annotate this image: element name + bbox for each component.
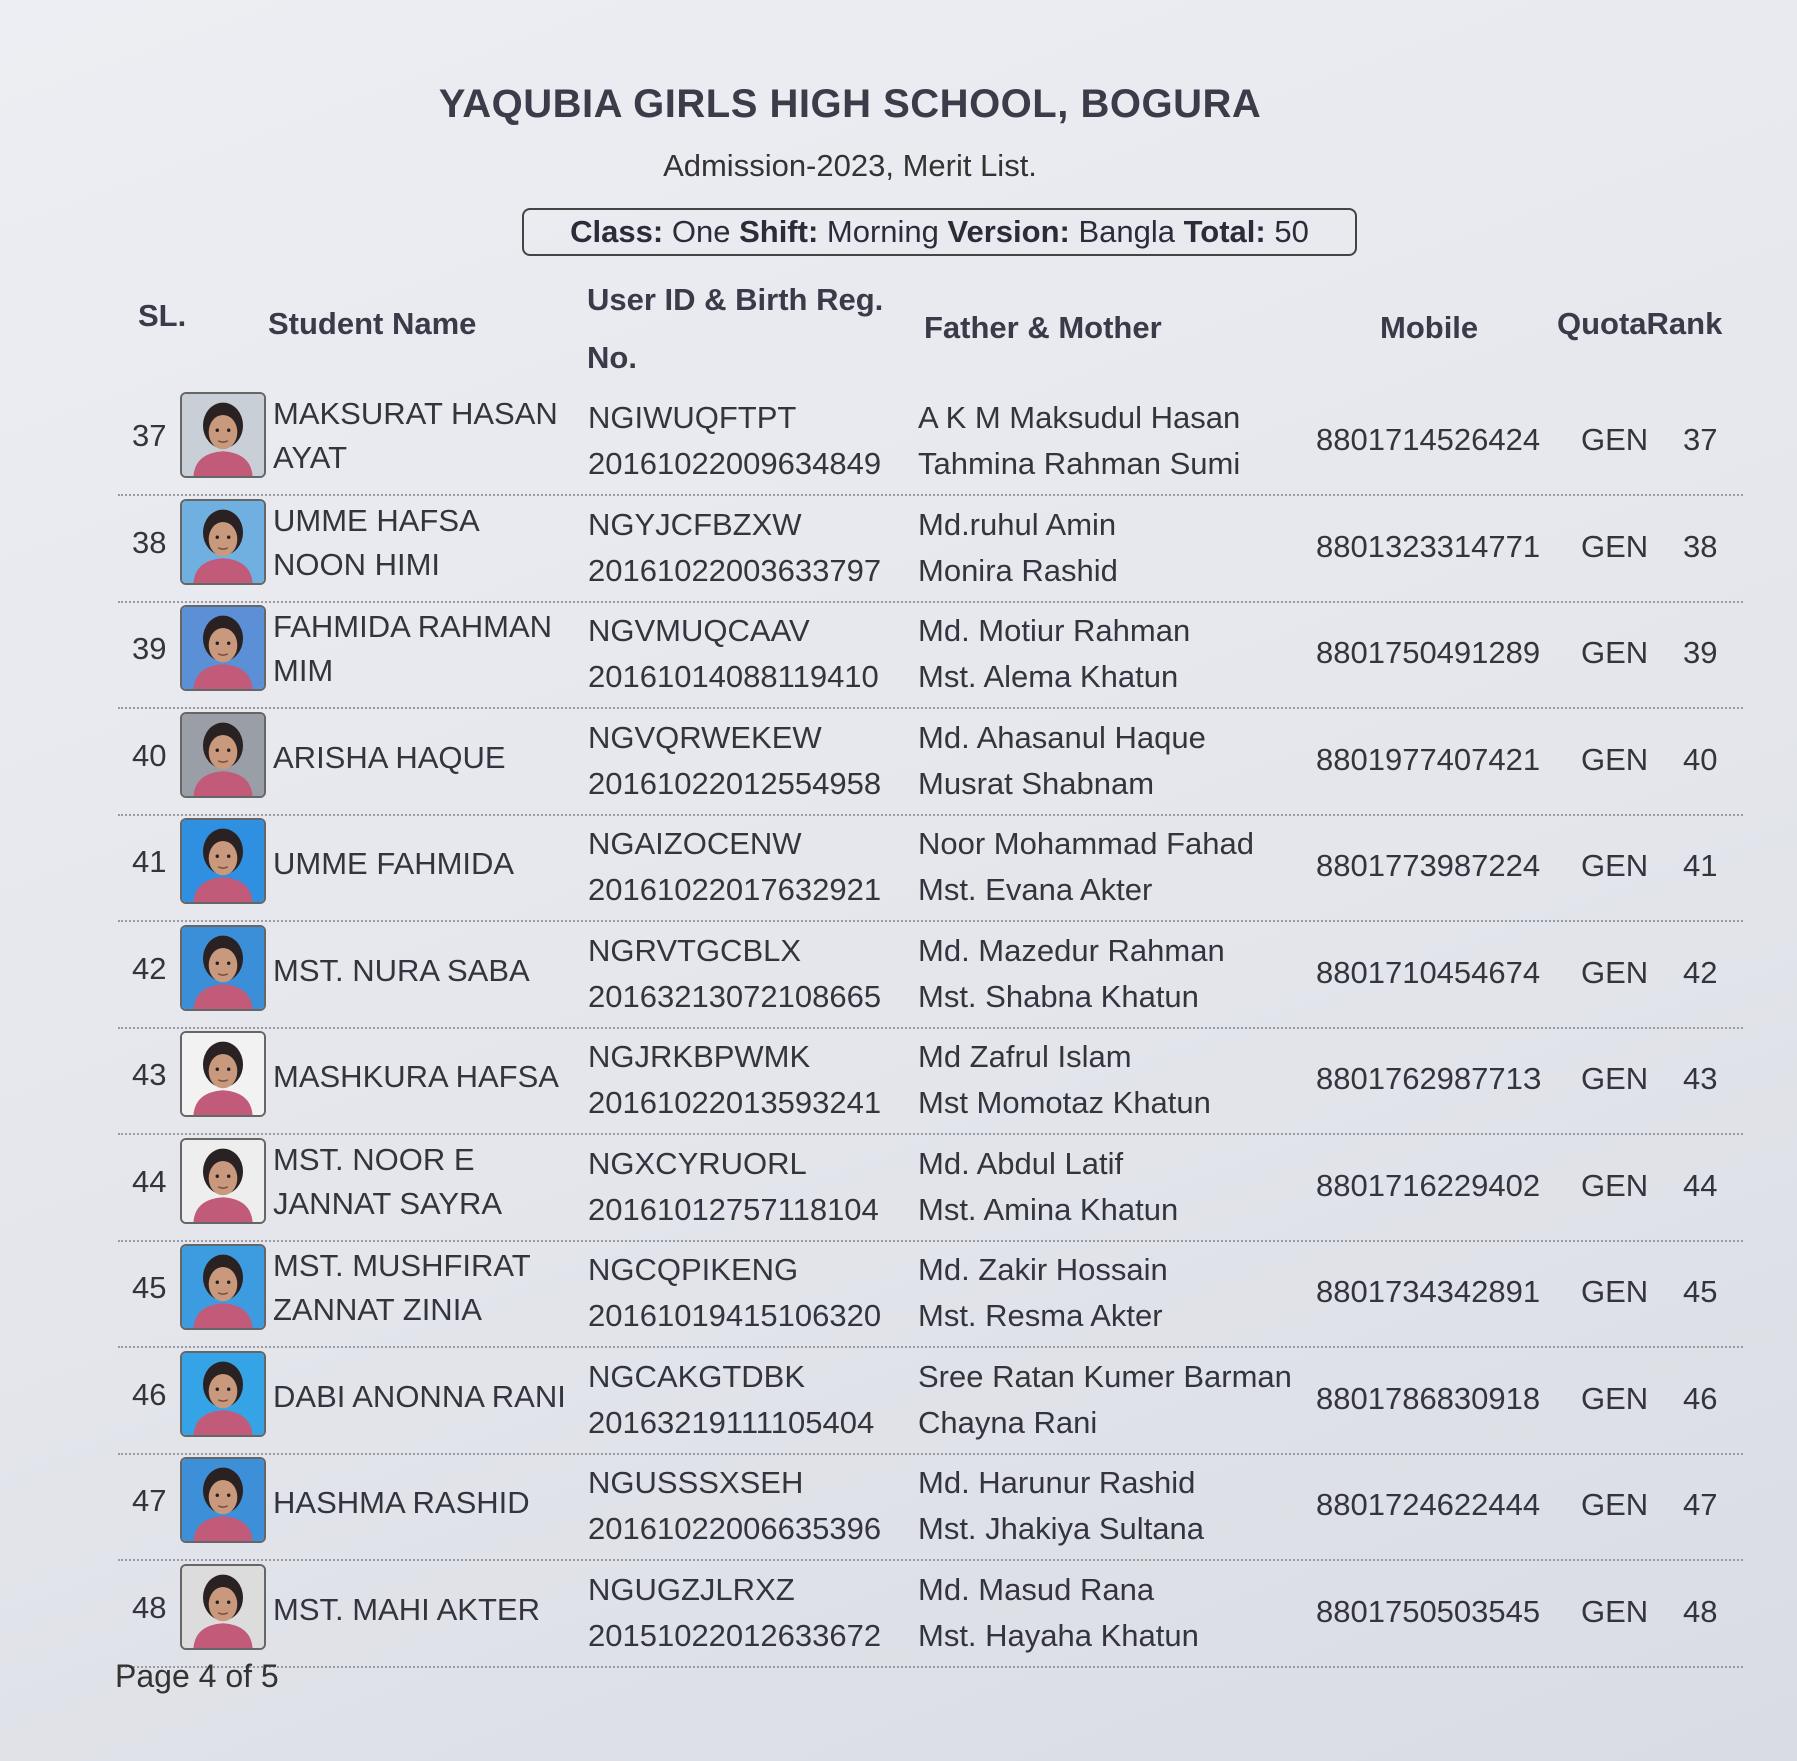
student-name: ARISHA HAQUE	[273, 739, 506, 775]
serial-number: 40	[132, 737, 167, 773]
birth-reg-no: 20161022012554958	[588, 765, 882, 801]
serial-number: 42	[132, 950, 167, 986]
student-name-line2: AYAT	[273, 440, 348, 475]
birth-reg-no: 20161014088119410	[588, 659, 879, 694]
birth-reg-no: 20161022006635396	[588, 1511, 882, 1546]
father-name: Md. Masud Rana	[918, 1571, 1155, 1607]
user-id: NGVMUQCAAV	[588, 613, 810, 648]
mobile-number: 8801716229402	[1316, 1167, 1541, 1203]
mobile-number: 8801773987224	[1316, 848, 1541, 883]
col-header-sl: SL.	[138, 298, 187, 333]
rank: 41	[1683, 848, 1718, 883]
student-name: UMME FAHMIDA	[273, 846, 515, 881]
student-photo	[180, 499, 266, 585]
mother-name: Tahmina Rahman Sumi	[918, 446, 1241, 481]
father-name: A K M Maksudul Hasan	[918, 400, 1241, 435]
table-row	[118, 1134, 1743, 1242]
col-header-mobile: Mobile	[1380, 310, 1479, 345]
table-row	[118, 495, 1743, 603]
user-id: NGAIZOCENW	[588, 826, 802, 861]
rank: 40	[1683, 741, 1718, 777]
user-id: NGCAKGTDBK	[588, 1358, 806, 1394]
quota: GEN	[1581, 741, 1649, 777]
rank: 47	[1683, 1487, 1718, 1522]
col-header-uid: User ID & Birth Reg.	[587, 282, 884, 317]
father-name: Md. Ahasanul Haque	[918, 719, 1206, 755]
mobile-number: 8801710454674	[1316, 954, 1541, 990]
user-id: NGIWUQFTPT	[588, 400, 797, 435]
col-header-uid-line2: No.	[587, 340, 637, 375]
mother-name: Mst. Evana Akter	[918, 872, 1153, 907]
rank: 46	[1683, 1380, 1718, 1416]
mobile-number: 8801734342891	[1316, 1274, 1541, 1309]
student-photo	[180, 712, 266, 798]
quota: GEN	[1581, 848, 1649, 883]
student-photo	[180, 1244, 266, 1330]
rank: 48	[1683, 1593, 1718, 1629]
user-id: NGYJCFBZXW	[588, 506, 802, 542]
mother-name: Chayna Rani	[918, 1404, 1098, 1440]
birth-reg-no: 20161022017632921	[588, 872, 882, 907]
total-value: 50	[1274, 214, 1309, 249]
rank: 44	[1683, 1167, 1718, 1203]
mobile-number: 8801724622444	[1316, 1487, 1541, 1522]
mobile-number: 8801786830918	[1316, 1380, 1541, 1416]
student-name-line1: FAHMIDA RAHMAN	[273, 609, 553, 644]
father-name: Md. Motiur Rahman	[918, 613, 1191, 648]
mother-name: Mst. Resma Akter	[918, 1298, 1163, 1333]
quota: GEN	[1581, 1061, 1649, 1096]
serial-number: 43	[132, 1057, 167, 1092]
student-name: MST. MAHI AKTER	[273, 1591, 540, 1627]
mother-name: Mst. Amina Khatun	[918, 1191, 1179, 1227]
birth-reg-no: 20163213072108665	[588, 978, 882, 1014]
birth-reg-no: 20163219111105404	[588, 1404, 875, 1440]
user-id: NGUGZJLRXZ	[588, 1571, 795, 1607]
user-id: NGVQRWEKEW	[588, 719, 822, 755]
list-subtitle: Admission-2023, Merit List.	[663, 148, 1037, 183]
father-name: Md. Harunur Rashid	[918, 1465, 1196, 1500]
student-name: HASHMA RASHID	[273, 1485, 530, 1520]
rank: 43	[1683, 1061, 1718, 1096]
birth-reg-no: 20161022013593241	[588, 1085, 882, 1120]
mother-name: Mst Momotaz Khatun	[918, 1085, 1211, 1120]
quota: GEN	[1581, 1487, 1649, 1522]
student-photo	[180, 818, 266, 904]
quota: GEN	[1581, 635, 1649, 670]
rank: 42	[1683, 954, 1718, 990]
birth-reg-no: 20161022003633797	[588, 552, 882, 588]
serial-number: 48	[132, 1589, 167, 1625]
father-name: Md. Zakir Hossain	[918, 1252, 1168, 1287]
father-name: Md. Mazedur Rahman	[918, 932, 1225, 968]
col-header-quota-rank: QuotaRank	[1557, 306, 1723, 341]
student-name-line2: JANNAT SAYRA	[273, 1185, 503, 1221]
quota: GEN	[1581, 954, 1649, 990]
birth-reg-no: 20151022012633672	[588, 1617, 882, 1653]
quota: GEN	[1581, 1593, 1649, 1629]
father-name: Md Zafrul Islam	[918, 1039, 1132, 1074]
student-photo	[180, 605, 266, 691]
page-number: Page 4 of 5	[115, 1658, 279, 1694]
version-value: Bangla	[1078, 214, 1176, 249]
mobile-number: 8801750491289	[1316, 635, 1541, 670]
rank: 37	[1683, 422, 1718, 457]
birth-reg-no: 20161019415106320	[588, 1298, 882, 1333]
student-photo	[180, 392, 266, 478]
father-name: Md.ruhul Amin	[918, 506, 1117, 542]
total-label: Total:	[1183, 214, 1266, 249]
mobile-number: 8801750503545	[1316, 1593, 1541, 1629]
rank: 45	[1683, 1274, 1718, 1309]
student-name: MASHKURA HAFSA	[273, 1059, 559, 1094]
mother-name: Monira Rashid	[918, 552, 1118, 588]
quota: GEN	[1581, 1274, 1649, 1309]
col-header-name: Student Name	[268, 306, 477, 341]
serial-number: 38	[132, 524, 167, 560]
student-photo	[180, 1564, 266, 1650]
rank: 39	[1683, 635, 1718, 670]
student-name-line1: MAKSURAT HASAN	[273, 396, 558, 431]
shift-value: Morning	[826, 214, 939, 249]
mother-name: Mst. Alema Khatun	[918, 659, 1179, 694]
mobile-number: 880176298771З	[1316, 1061, 1542, 1096]
quota: GEN	[1581, 422, 1649, 457]
mother-name: Mst. Hayaha Khatun	[918, 1617, 1199, 1653]
class-info-box	[522, 208, 1357, 256]
quota: GEN	[1581, 1380, 1649, 1416]
serial-number: 46	[132, 1376, 167, 1412]
user-id: NGJRKBPWMK	[588, 1039, 811, 1074]
class-label: Class:	[570, 214, 664, 249]
quota: GEN	[1581, 1167, 1649, 1203]
quota: GEN	[1581, 528, 1649, 564]
student-name: MST. NURA SABA	[273, 952, 530, 988]
rank: 38	[1683, 528, 1718, 564]
serial-number: 39	[132, 631, 167, 666]
mother-name: Musrat Shabnam	[918, 765, 1155, 801]
student-name-line1: UMME HAFSA	[273, 502, 480, 538]
student-name-line1: MST. MUSHFIRAT	[273, 1248, 531, 1283]
table-row	[118, 814, 1743, 922]
class-value: One	[671, 214, 731, 249]
mother-name: Mst. Shabna Khatun	[918, 978, 1199, 1014]
table-row	[118, 1453, 1743, 1561]
user-id: NGUSSSXSEH	[588, 1465, 804, 1500]
table-row	[118, 1240, 1743, 1348]
table-row	[118, 708, 1743, 816]
table-row	[118, 1347, 1743, 1455]
serial-number: 41	[132, 844, 167, 879]
birth-reg-no: 20161022009634849	[588, 446, 882, 481]
shift-label: Shift:	[739, 214, 819, 249]
student-name-line1: MST. NOOR E	[273, 1141, 475, 1177]
student-photo	[180, 1457, 266, 1543]
student-name: DABI ANONNA RANI	[273, 1378, 566, 1414]
serial-number: 37	[132, 418, 167, 453]
student-photo	[180, 925, 266, 1011]
user-id: NGXCYRUORL	[588, 1145, 807, 1181]
serial-number: 44	[132, 1163, 167, 1199]
table-row	[118, 921, 1743, 1029]
student-photo	[180, 1138, 266, 1224]
mobile-number: 8801714526424	[1316, 422, 1541, 457]
student-name-line2: ZANNAT ZINIA	[273, 1292, 482, 1327]
user-id: NGCQPIKENG	[588, 1252, 799, 1287]
serial-number: 47	[132, 1483, 167, 1518]
version-label: Version:	[947, 214, 1070, 249]
student-photo	[180, 1031, 266, 1117]
table-row	[118, 388, 1743, 496]
school-title: YAQUBIA GIRLS HIGH SCHOOL, BOGURA	[438, 82, 1262, 126]
mother-name: Mst. Jhakiya Sultana	[918, 1511, 1205, 1546]
table-row	[118, 1027, 1743, 1135]
serial-number: 45	[132, 1270, 167, 1305]
mobile-number: 8801977407421	[1316, 741, 1541, 777]
birth-reg-no: 20161012757118104	[588, 1191, 879, 1227]
student-photo	[180, 1351, 266, 1437]
father-name: Md. Abdul Latif	[918, 1145, 1124, 1181]
student-name-line2: MIM	[273, 653, 334, 688]
father-name: Sree Ratan Kumer Barman	[918, 1358, 1292, 1394]
table-row	[118, 1560, 1743, 1668]
table-row	[118, 601, 1743, 709]
mobile-number: 8801323314771	[1316, 528, 1541, 564]
user-id: NGRVTGCBLX	[588, 932, 802, 968]
father-name: Noor Mohammad Fahad	[918, 826, 1254, 861]
student-name-line2: NOON HIMI	[273, 546, 441, 582]
col-header-parents: Father & Mother	[924, 310, 1162, 345]
